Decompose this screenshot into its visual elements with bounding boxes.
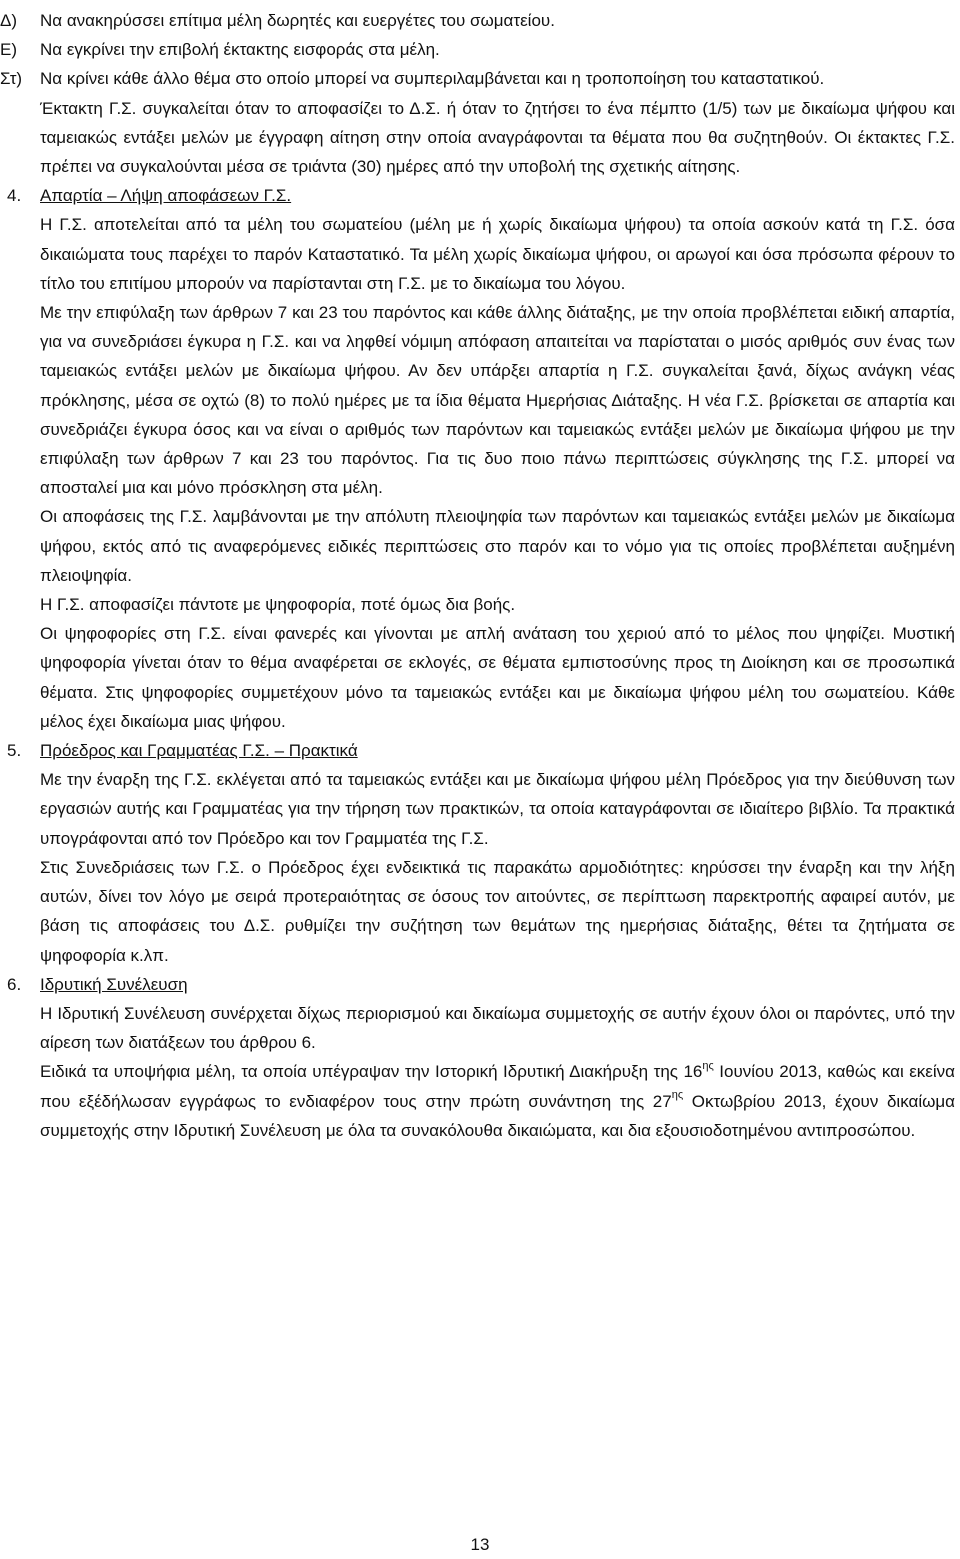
list-label: Δ) (0, 11, 18, 30)
extraordinary-gs-paragraph: Έκτακτη Γ.Σ. συγκαλείται όταν το αποφασίζει το Δ.Σ. ή όταν το ζητήσει το ένα πέμπτο (1/5) των με δικαίωμα ψήφου και ταμειακώς εντάξει μελών με έγγραφη αίτηση στην οποία αναγράφονται τα θέματα που θα συζητηθούν. Οι έκτακτες Γ.Σ. πρέπει να συγκαλούνται μέσα σε τριάντα (30) ημέρες από την υποβολή της σχετικής αίτησης. (40, 98, 955, 177)
section-4-paragraph: Η Γ.Σ. αποφασίζει πάντοτε με ψηφοφορία, ποτέ όμως δια βοής. (40, 595, 516, 615)
section-5-paragraph: Με την έναρξη της Γ.Σ. εκλέγεται από τα ταμειακώς εντάξει και με δικαίωμα ψήφου μέλη Πρόεδρος για την διεύθυνση των εργασιών αυτής και Γραμματέας για την τήρηση των πρακτικών, τα οποία καταγράφονται σε ιδιαίτερο βιβλίο. Τα πρακτικά υπογράφονται από τον Πρόεδρο και τον Γραμματέα της Γ.Σ. (40, 770, 955, 848)
list-item-st (0, 64, 955, 93)
text-run: Ιουνίου 2013, καθώς και εκείνα που εξέδήλωσαν εγγράφως το ενδιαφέρον τους στην πρώτη συνάντηση της 27 (40, 1062, 955, 1111)
page-number: 13 (470, 1535, 490, 1554)
section-number: 6. (7, 974, 22, 994)
ordinal-suffix: ης (671, 1088, 684, 1101)
section-4-paragraph: Με την επιφύλαξη των άρθρων 7 και 23 του παρόντος και κάθε άλλης διάταξης, με την οποία προβλέπεται ειδική απαρτία, για να συνεδριάσει έγκυρα η Γ.Σ. και να ληφθεί νόμιμη απόφαση απαιτείται να παρίσταται ο μισός αριθμός συν ένας των ταμειακώς εντάξει μελών με δικαίωμα ψήφου. Αν δεν υπάρξει απαρτία η Γ.Σ. συγκαλείται ξανά, δίχως ανάγκη νέας πρόκλησης, μέσα σε οχτώ (8) το πολύ ημέρες με τα ίδια θέματα Ημερήσιας Διάταξης. Η νέα Γ.Σ. βρίσκεται σε απαρτία και συνεδριάζει έγκυρα όσος και να είναι ο αριθμός των παρόντων και ταμειακώς εντάξει μελών με δικαίωμα ψήφου με την επιφύλαξη των άρθρων 7 και 23 του παρόντος. Για τις δυο ποιο πάνω περιπτώσεις σύγκλησης της Γ.Σ. μπορεί να αποσταλεί μια και μόνο πρόσκληση στα μέλη. (40, 303, 955, 498)
section-4-paragraph: Οι ψηφοφορίες στη Γ.Σ. είναι φανερές και γίνονται με απλή ανάταση του χεριού από το μέλος που ψηφίζει. Μυστική ψηφοφορία γίνεται όταν το θέμα αναφέρεται σε εκλογές, σε θέματα εμπιστοσύνης προς τη Διοίκηση και σε προσωπικά θέματα. Στις ψηφοφορίες συμμετέχουν μόνο τα ταμειακώς εντάξει και με δικαίωμα ψήφου μέλη του σωματείου. Κάθε μέλος έχει δικαίωμα μιας ψήφου. (40, 624, 955, 731)
section-number: 4. (7, 186, 22, 206)
list-text: Να ανακηρύσσει επίτιμα μέλη δωρητές και ευεργέτες του σωματείου. (40, 11, 555, 30)
list-text: Να κρίνει κάθε άλλο θέμα στο οποίο μπορεί να συμπεριλαμβάνεται και η τροποποίηση του καταστατικού. (40, 69, 825, 89)
list-label: Στ) (0, 69, 23, 89)
section-number: 5. (7, 741, 22, 761)
section-4-heading (7, 181, 955, 210)
section-4-paragraph: Οι αποφάσεις της Γ.Σ. λαμβάνονται με την απόλυτη πλειοψηφία των παρόντων και ταμειακώς εντάξει μελών με δικαίωμα ψήφου, εκτός από τις αναφερόμενες ειδικές περιπτώσεις στο παρόν και το νόμο για τις οποίες προβλέπεται αυξημένη πλειοψηφία. (40, 507, 955, 585)
section-4-paragraph: Η Γ.Σ. αποτελείται από τα μέλη του σωματείου (μέλη με ή χωρίς δικαίωμα ψήφου) τα οποία ασκούν κατά τη Γ.Σ. όσα δικαιώματα τους παρέχει το παρόν Καταστατικό. Τα μέλη χωρίς δικαίωμα ψήφου, οι αρωγοί και όσα πρόσωπα φέρουν το τίτλο του επιτίμου μπορούν να παρίστανται στη Γ.Σ. με το δικαίωμα του λόγου. (40, 215, 955, 293)
list-item-d (0, 6, 955, 35)
section-5-paragraph: Στις Συνεδριάσεις των Γ.Σ. ο Πρόεδρος έχει ενδεικτικά τις παρακάτω αρμοδιότητες: κηρύσσει την έναρξη και την λήξη αυτών, δίνει τον λόγο με σειρά προτεραιότητας σε όσους τον αιτούντες, σε περίπτωση παρεκτροπής αφαιρεί αυτόν, με βάση τις αποφάσεις του Δ.Σ. ρυθμίζει την συζήτηση των θεμάτων της ημερήσιας διάταξης, θέτει τα ζητήματα σε ψηφοφορία κ.λπ. (40, 857, 955, 965)
section-title: Απαρτία – Λήψη αποφάσεων Γ.Σ. (40, 186, 292, 206)
section-6-paragraph (40, 1057, 955, 1145)
section-6-paragraph: Η Ιδρυτική Συνέλευση συνέρχεται δίχως περιορισμού και δικαίωμα συμμετοχής σε αυτήν έχουν όλοι οι παρόντες, υπό την αίρεση των διατάξεων του άρθρου 6. (40, 1003, 955, 1053)
text-run: Ειδικά τα υποψήφια μέλη, τα οποία υπέγραψαν την Ιστορική Ιδρυτική Διακήρυξη της 16 (40, 1062, 703, 1082)
ordinal-suffix: ης (702, 1059, 714, 1072)
list-text: Να εγκρίνει την επιβολή έκτακτης εισφοράς στα μέλη. (40, 40, 440, 60)
section-title: Πρόεδρος και Γραμματέας Γ.Σ. – Πρακτικά (40, 741, 358, 761)
page-content (0, 6, 955, 1145)
section-5-heading (7, 736, 955, 765)
section-6-heading (7, 970, 955, 999)
text-run: Οκτωβρίου 2013, έχουν δικαίωμα συμμετοχής στην Ιδρυτική Συνέλευση με όλα τα συνακόλουθα δικαιώματα, και δια εξουσιοδοτημένου αντιπροσώπου. (40, 1091, 955, 1140)
section-title: Ιδρυτική Συνέλευση (40, 974, 188, 994)
list-item-e (0, 35, 955, 64)
list-label: Ε) (0, 40, 17, 60)
